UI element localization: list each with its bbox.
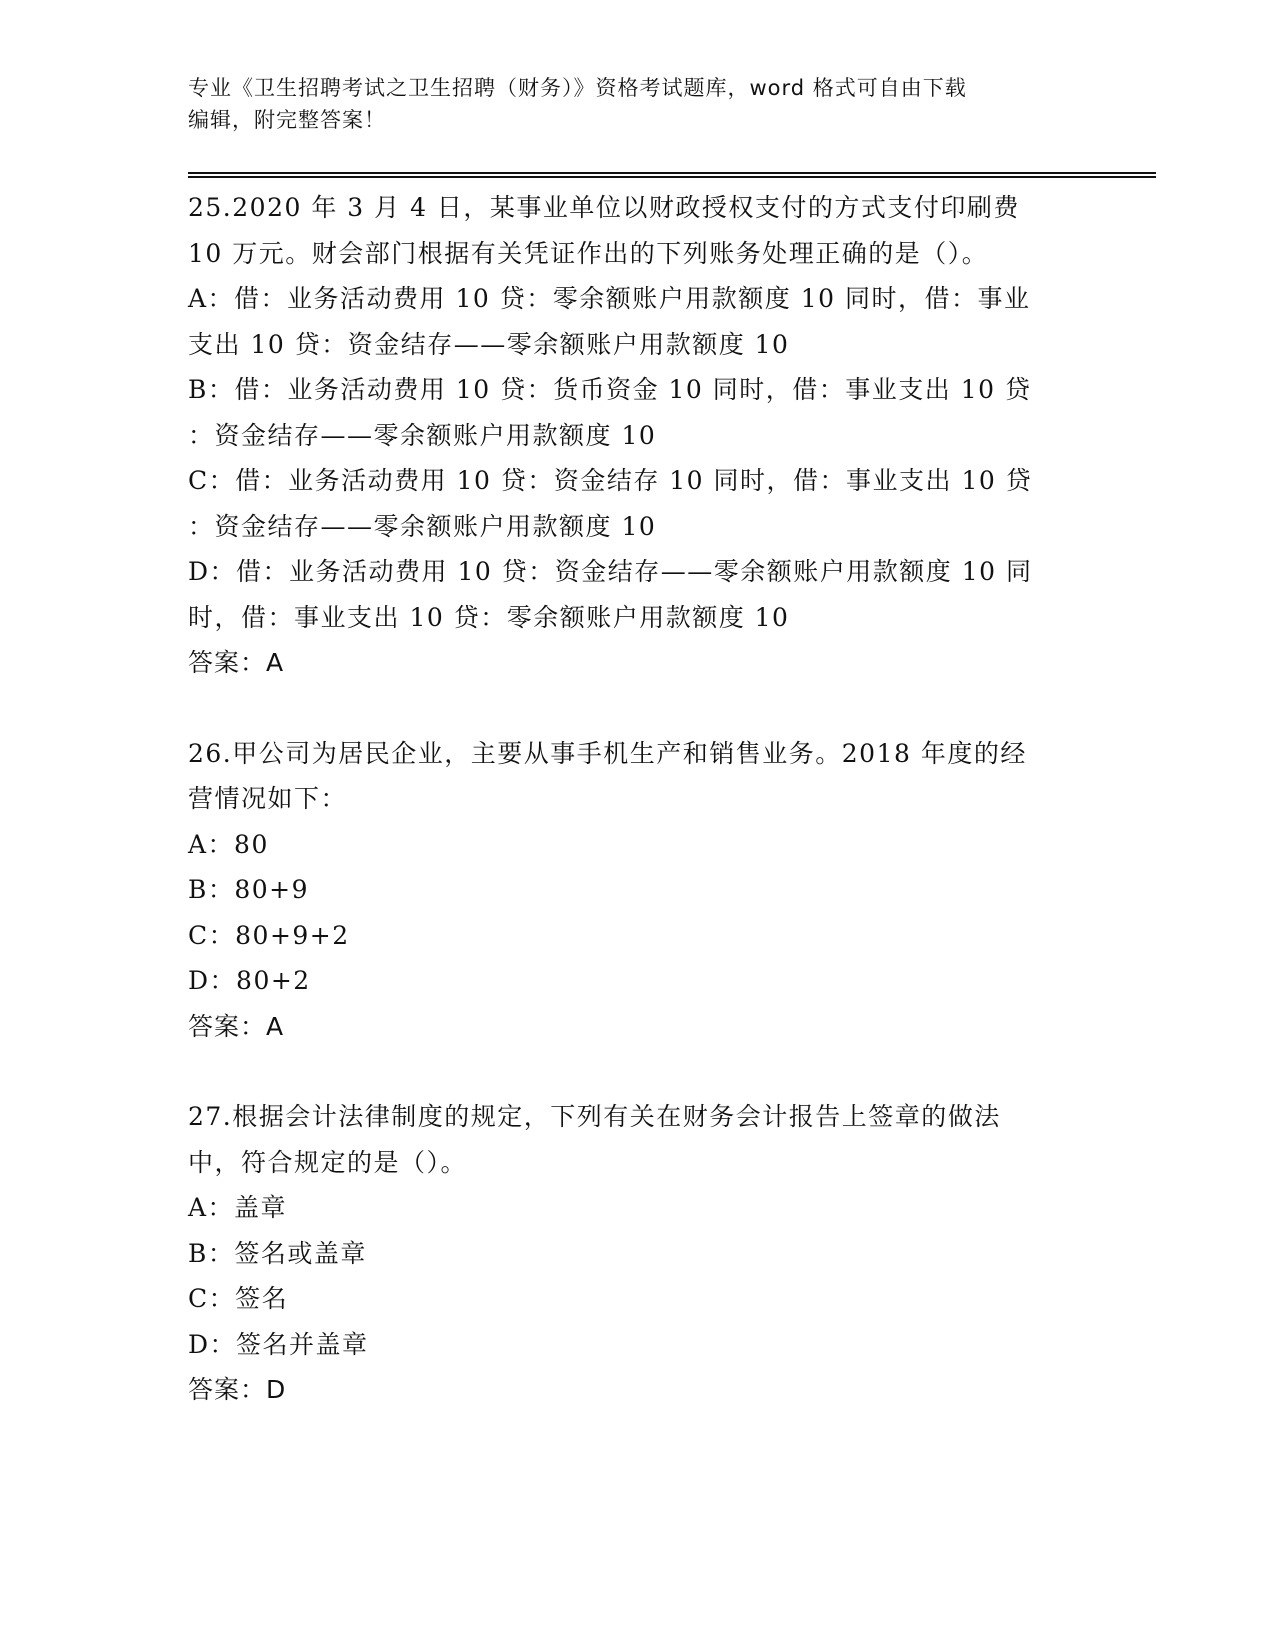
option-c-line: ：资金结存——零余额账户用款额度 10 [188, 511, 657, 541]
document-header [188, 72, 1088, 136]
question-26 [188, 731, 1148, 1050]
option-a-line: A：80 [188, 829, 269, 859]
header-line-1: 专业《卫生招聘考试之卫生招聘（财务）》资格考试题库，word 格式可自由下载 [188, 76, 967, 100]
option-b-line: B：借：业务活动费用 10 贷：货币资金 10 同时，借：事业支出 10 贷 [188, 375, 1032, 404]
option-b-line: ：资金结存——零余额账户用款额度 10 [188, 420, 657, 450]
header-line-2: 编辑，附完整答案！ [188, 108, 386, 132]
answer-label: 答案：D [188, 1375, 287, 1404]
question-spacer [188, 1049, 1148, 1094]
answer-label: 答案：A [188, 1011, 285, 1041]
option-b-line: B：80+9 [188, 875, 310, 904]
option-b-line: B：签名或盖章 [188, 1238, 367, 1268]
option-d-line: D：80+2 [188, 966, 311, 995]
question-27 [188, 1094, 1148, 1413]
question-stem-line: 中，符合规定的是（）。 [188, 1147, 468, 1177]
option-d-line: D：借：业务活动费用 10 贷：资金结存——零余额账户用款额度 10 同 [188, 557, 1033, 586]
question-stem-line: 26.甲公司为居民企业，主要从事手机生产和销售业务。2018 年度的经 [188, 738, 1027, 768]
option-a-line: A：盖章 [188, 1193, 288, 1222]
option-d-line: 时，借：事业支出 10 贷：零余额账户用款额度 10 [188, 602, 790, 632]
option-d-line: D：签名并盖章 [188, 1329, 369, 1359]
question-list [188, 185, 1148, 1413]
option-a-line: A：借：业务活动费用 10 贷：零余额账户用款额度 10 同时，借：事业 [188, 284, 1031, 313]
option-c-line: C：80+9+2 [188, 920, 350, 950]
question-stem-line: 营情况如下： [188, 784, 348, 813]
header-divider-bottom [188, 176, 1156, 178]
header-divider-top [188, 172, 1156, 174]
question-stem-line: 10 万元。财会部门根据有关凭证作出的下列账务处理正确的是（）。 [188, 238, 989, 268]
option-c-line: C：签名 [188, 1284, 289, 1313]
question-25 [188, 185, 1148, 686]
option-c-line: C：借：业务活动费用 10 贷：资金结存 10 同时，借：事业支出 10 贷 [188, 466, 1033, 495]
question-spacer [188, 686, 1148, 731]
answer-label: 答案：A [188, 648, 285, 677]
option-a-line: 支出 10 贷：资金结存——零余额账户用款额度 10 [188, 329, 790, 359]
question-stem-line: 27.根据会计法律制度的规定，下列有关在财务会计报告上签章的做法 [188, 1102, 1001, 1131]
question-stem-line: 25.2020 年 3 月 4 日，某事业单位以财政授权支付的方式支付印刷费 [188, 193, 1020, 222]
